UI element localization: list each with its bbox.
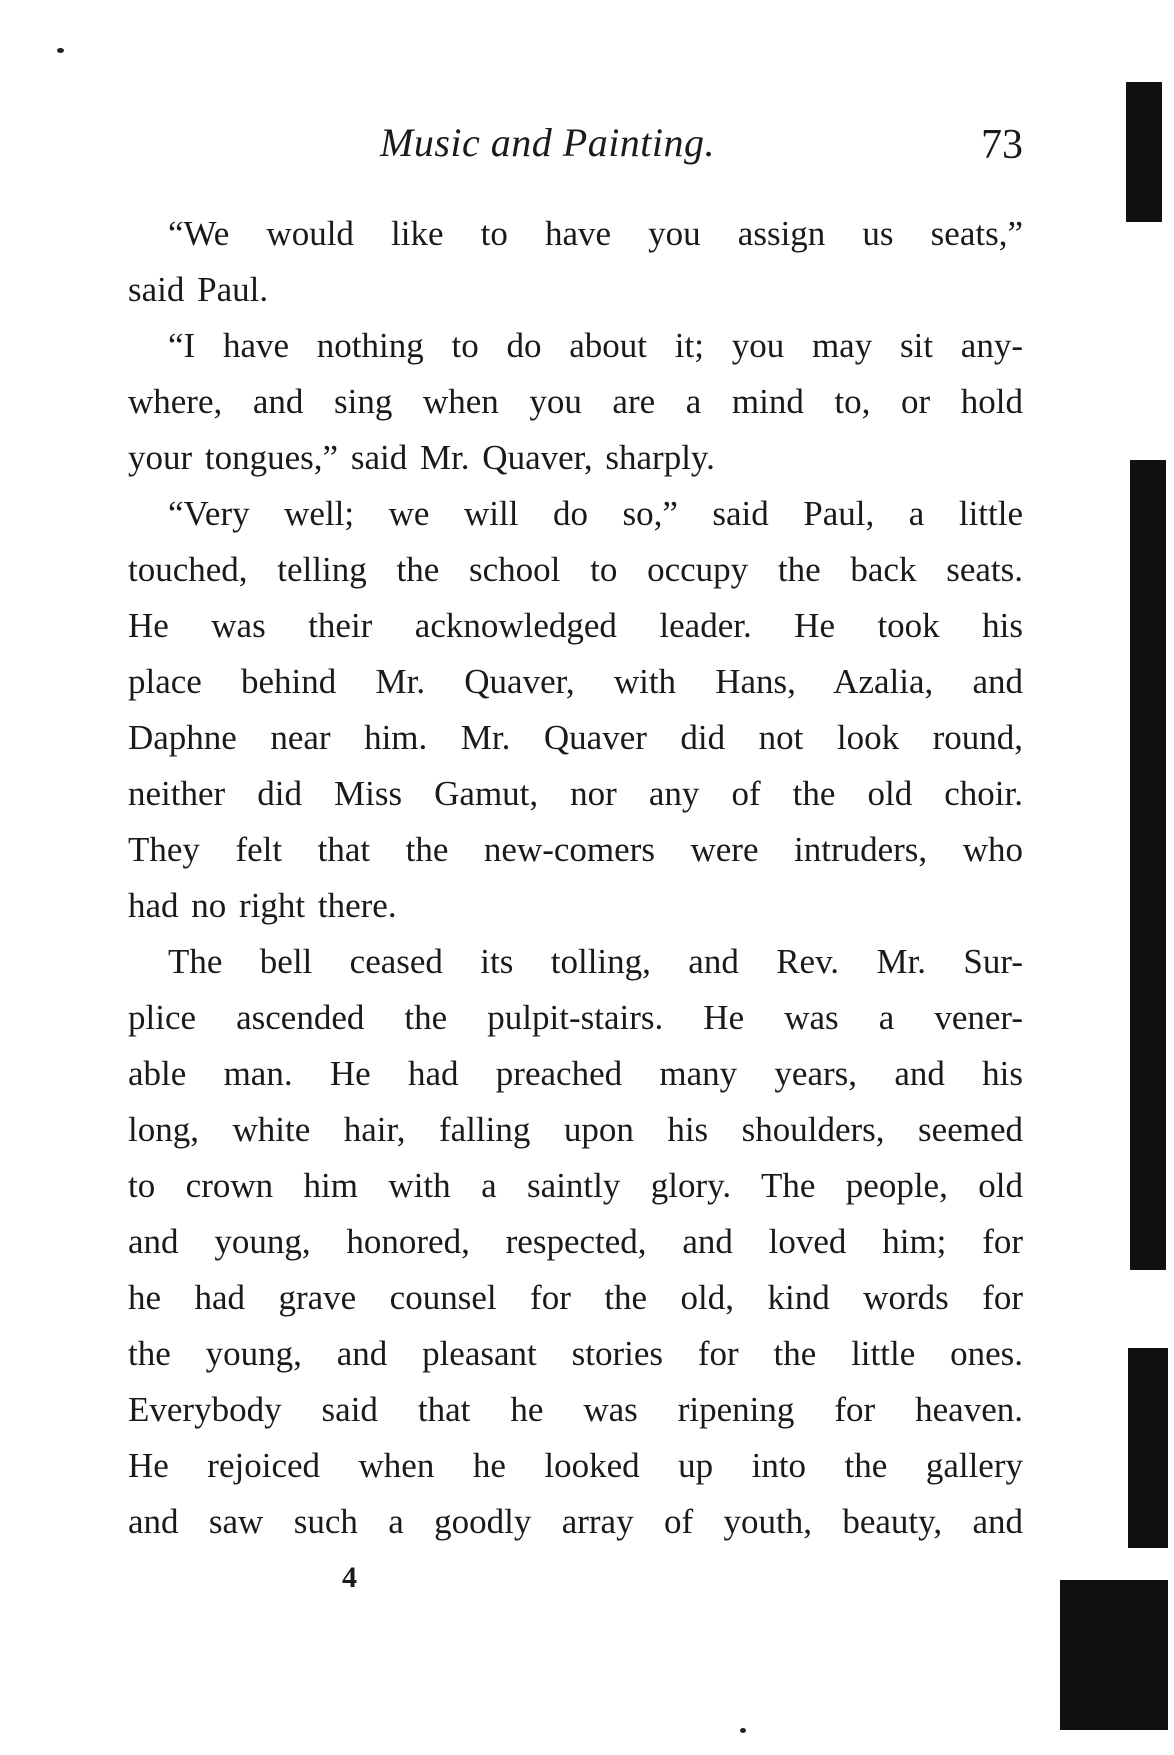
text-line: He was their acknowledged leader. He took his bbox=[128, 606, 1023, 645]
text-line: he had grave counsel for the old, kind words for bbox=[128, 1278, 1023, 1317]
running-head bbox=[128, 118, 1023, 168]
scan-edge-artifact bbox=[1128, 1348, 1168, 1548]
scan-edge-artifact bbox=[1126, 82, 1162, 222]
scan-speck bbox=[740, 1728, 746, 1733]
text-line: to crown him with a saintly glory. The people, old bbox=[128, 1166, 1023, 1205]
text-line: and saw such a goodly array of youth, beauty, and bbox=[128, 1502, 1023, 1541]
page-number: 73 bbox=[981, 122, 1023, 168]
text-line: neither did Miss Gamut, nor any of the old choir. bbox=[128, 774, 1023, 813]
text-line: Daphne near him. Mr. Quaver did not look round, bbox=[128, 718, 1023, 757]
text-line: place behind Mr. Quaver, with Hans, Azalia, and bbox=[128, 662, 1023, 701]
text-line: had no right there. bbox=[128, 886, 397, 925]
text-line: “Very well; we will do so,” said Paul, a little bbox=[168, 494, 1023, 533]
text-line: where, and sing when you are a mind to, or hold bbox=[128, 382, 1023, 421]
text-line: Everybody said that he was ripening for heaven. bbox=[128, 1390, 1023, 1429]
scan-speck bbox=[57, 48, 64, 53]
text-line: your tongues,” said Mr. Quaver, sharply. bbox=[128, 438, 715, 477]
scan-edge-artifact bbox=[1130, 460, 1166, 1270]
text-line: “We would like to have you assign us seats,” bbox=[168, 214, 1023, 253]
text-line: long, white hair, falling upon his shoulders, seemed bbox=[128, 1110, 1023, 1149]
scan-edge-artifact bbox=[1060, 1580, 1168, 1730]
text-line: the young, and pleasant stories for the little ones. bbox=[128, 1334, 1023, 1373]
text-line: They felt that the new-comers were intruders, who bbox=[128, 830, 1023, 869]
text-line: The bell ceased its tolling, and Rev. Mr. Sur- bbox=[168, 942, 1023, 981]
body-text bbox=[128, 206, 1023, 1550]
text-line: said Paul. bbox=[128, 270, 269, 309]
chapter-title: Music and Painting. bbox=[380, 120, 716, 165]
text-line: able man. He had preached many years, and his bbox=[128, 1054, 1023, 1093]
text-line: plice ascended the pulpit-stairs. He was a vener- bbox=[128, 998, 1023, 1037]
text-line: touched, telling the school to occupy the back seats. bbox=[128, 550, 1023, 589]
signature-mark: 4 bbox=[342, 1561, 357, 1594]
text-line: He rejoiced when he looked up into the gallery bbox=[128, 1446, 1023, 1485]
text-line: and young, honored, respected, and loved him; for bbox=[128, 1222, 1023, 1261]
text-line: “I have nothing to do about it; you may sit any- bbox=[168, 326, 1023, 365]
